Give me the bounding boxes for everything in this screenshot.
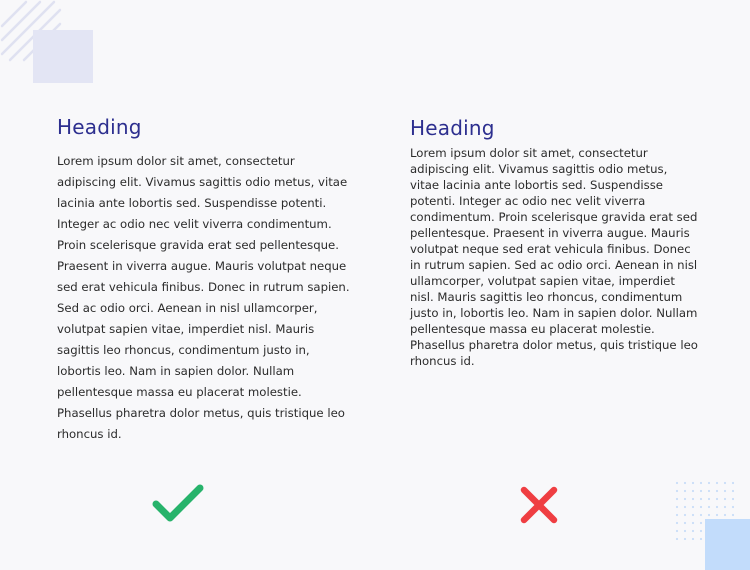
decor-dot [724, 490, 726, 492]
checkmark-icon [152, 484, 204, 524]
decor-dot [716, 482, 718, 484]
decor-dot [676, 538, 678, 540]
decor-dot [692, 482, 694, 484]
decor-dot [732, 490, 734, 492]
decor-dot [716, 506, 718, 508]
decor-dot [708, 490, 710, 492]
decor-dot [692, 514, 694, 516]
decor-dot [700, 538, 702, 540]
decor-dot [708, 506, 710, 508]
decor-dot [676, 506, 678, 508]
decor-dot [700, 530, 702, 532]
decor-dot [732, 482, 734, 484]
decor-dot [700, 490, 702, 492]
decor-dot [700, 482, 702, 484]
decor-dot [732, 506, 734, 508]
decor-dot [724, 506, 726, 508]
bad-example-heading: Heading [410, 116, 495, 140]
decor-dot [676, 530, 678, 532]
decor-dot [732, 498, 734, 500]
good-example-paragraph: Lorem ipsum dolor sit amet, consectetur adipiscing elit. Vivamus sagittis odio metus, vitae lacinia ante lobortis sed. Suspendisse potenti. Integer ac odio nec velit viverra condimentum. Proin scelerisque gravida erat sed pellentesque. Praesent in viverra augue. Mauris volutpat neque sed erat vehicula finibus. Donec in rutrum sapien. Sed ac odio orci. Aenean in nisl ullamcorper, volutpat sapien vitae, imperdiet nisl. Mauris sagittis leo rhoncus, condimentum justo in, lobortis leo. Nam in sapien dolor. Nullam pellentesque massa eu placerat molestie. Phasellus pharetra dolor metus, quis tristique leo rhoncus id. [57, 154, 350, 441]
decor-dot [716, 490, 718, 492]
decor-dot [676, 482, 678, 484]
cross-icon [519, 485, 559, 525]
decor-dot [716, 514, 718, 516]
decor-dot [724, 514, 726, 516]
decor-dot [732, 514, 734, 516]
decor-dot [684, 506, 686, 508]
decor-dot [676, 522, 678, 524]
decor-dot [708, 514, 710, 516]
decor-dot [700, 498, 702, 500]
decor-dot [724, 482, 726, 484]
decor-dot [684, 530, 686, 532]
decor-dot [684, 538, 686, 540]
decor-dot [692, 498, 694, 500]
decor-dot [684, 514, 686, 516]
decor-dot [724, 498, 726, 500]
decor-dot [708, 482, 710, 484]
decor-dot [684, 522, 686, 524]
good-example-heading: Heading [57, 115, 142, 139]
decor-dot [708, 498, 710, 500]
blue-square-decoration [705, 519, 750, 570]
decor-dot [684, 498, 686, 500]
decor-dot [700, 522, 702, 524]
bad-example-paragraph: Lorem ipsum dolor sit amet, consectetur adipiscing elit. Vivamus sagittis odio metus, vitae lacinia ante lobortis sed. Suspendisse potenti. Integer ac odio nec velit viverra condimentum. Proin scelerisque gravida erat sed pellentesque. Praesent in viverra augue. Mauris volutpat neque sed erat vehicula finibus. Donec in rutrum sapien. Sed ac odio orci. Aenean in nisl ullamcorper, volutpat sapien vitae, imperdiet nisl. Mauris sagittis leo rhoncus, condimentum justo in, lobortis leo. Nam in sapien dolor. Nullam pellentesque massa eu placerat molestie. Phasellus pharetra dolor metus, quis tristique leo rhoncus id. [410, 146, 698, 368]
decor-dot [700, 514, 702, 516]
bad-example-column [410, 115, 710, 369]
decor-dot [676, 490, 678, 492]
decor-dot [692, 490, 694, 492]
decor-dot [692, 530, 694, 532]
decor-dot [684, 490, 686, 492]
decor-dot [716, 498, 718, 500]
checkmark-stroke [156, 488, 200, 518]
decor-dot [676, 498, 678, 500]
lavender-square-decoration [33, 30, 93, 83]
decor-dot [692, 522, 694, 524]
decor-dot [676, 514, 678, 516]
good-example-column [57, 114, 357, 445]
decor-dot [700, 506, 702, 508]
decor-dot [692, 506, 694, 508]
decor-dot [684, 482, 686, 484]
decor-dot [692, 538, 694, 540]
